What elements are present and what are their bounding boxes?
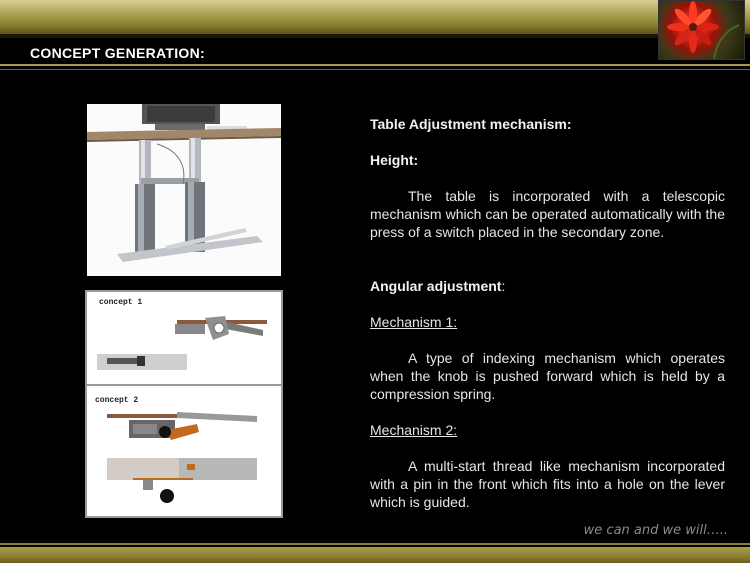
angular-heading-colon: : [501, 278, 506, 294]
table-photo [87, 104, 281, 276]
concept-sketches-panel [85, 290, 283, 518]
mechanism2-paragraph: A multi-start thread like mechanism incorporated with a pin in the front which fits into a hole on the lever which is guided. [370, 458, 725, 510]
bottom-gold-band [0, 547, 750, 563]
title-rule-thin [0, 69, 750, 70]
concept2-sketch [87, 386, 281, 516]
mechanism2-label: Mechanism 2: [370, 422, 458, 438]
flower-logo-icon [658, 0, 745, 60]
footer-tagline: we can and we will….. [583, 523, 728, 538]
height-heading: Height: [370, 152, 419, 168]
angular-heading-line [370, 277, 725, 295]
height-paragraph: The table is incorporated with a telescopic mechanism which can be operated automatically with the press of a switch placed in the secondary zone. [370, 188, 725, 240]
footer-rule [0, 543, 750, 545]
top-band-shadow [0, 34, 750, 38]
mechanism1-label: Mechanism 1: [370, 314, 458, 330]
concept1-sketch [87, 292, 281, 384]
description-column [370, 115, 725, 511]
slide-title: CONCEPT GENERATION: [30, 45, 205, 61]
title-rule [0, 64, 750, 66]
main-heading: Table Adjustment mechanism: [370, 116, 572, 132]
concept1-label: concept 1 [99, 298, 143, 307]
mechanism1-paragraph: A type of indexing mechanism which operates when the knob is pushed forward which is held by a compression spring. [370, 350, 725, 402]
angular-heading: Angular adjustment [370, 278, 502, 294]
concept2-label: concept 2 [95, 396, 139, 405]
top-gold-band [0, 0, 750, 34]
